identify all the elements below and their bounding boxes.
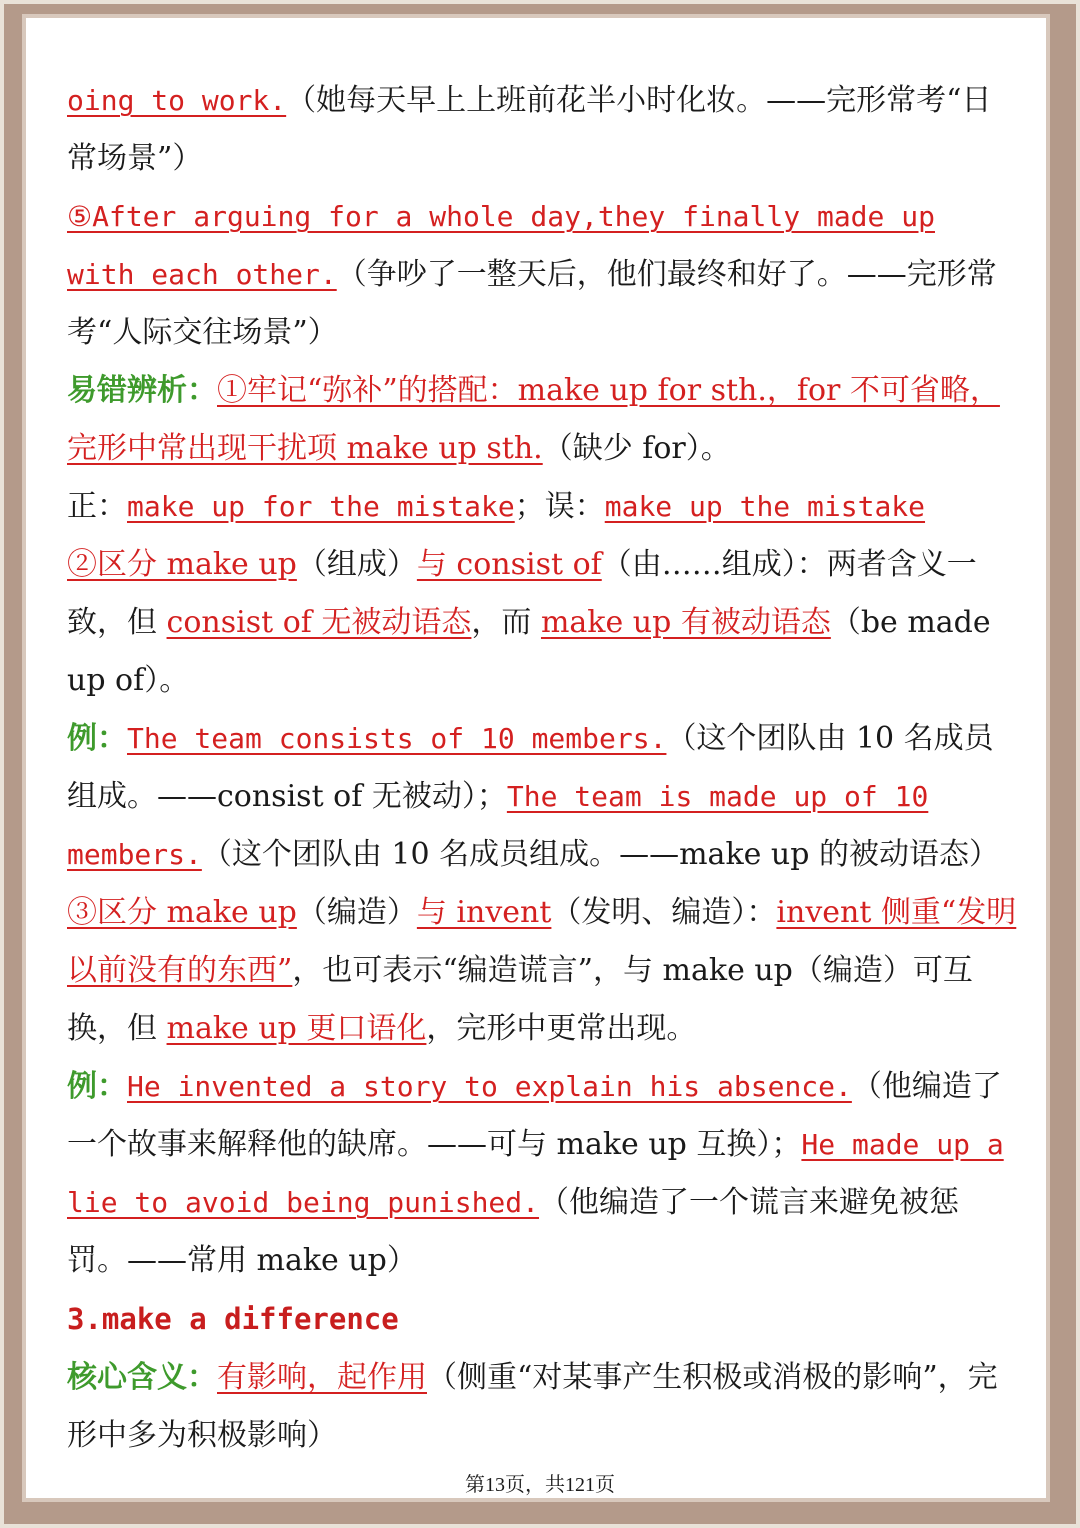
example-4-translation: （她每天早上上班前花半小时化妆。——完形常考“日常场景”） — [67, 83, 992, 176]
error-analysis — [67, 362, 1017, 478]
error-analysis-point-3 — [67, 884, 1017, 1058]
point-2-note: （be made up of）。 — [67, 605, 991, 698]
point-2-joiner: ，而 — [471, 605, 541, 640]
example-label: 例： — [67, 721, 127, 756]
correct-example: make up for the mistake — [127, 490, 515, 523]
point-2-example-b-translation: （这个团队由 10 名成员组成。——make up 的被动语态） — [201, 837, 999, 872]
example-5-english: ⑤After arguing for a whole day,they finally made up with each other. — [67, 200, 935, 291]
point-2-term: ②区分 make up — [67, 547, 297, 582]
point-2-term-b: 与 consist of — [416, 547, 602, 582]
wrong-example: make up the mistake — [604, 490, 926, 523]
error-analysis-point-1: ①牢记“弥补”的搭配：make up for sth.，for 不可省略，完形中常出现干扰项 make up sth. — [67, 373, 1000, 466]
example-5-translation: （争吵了一整天后，他们最终和好了。——完形常考“人际交往场景”） — [67, 257, 997, 350]
point-2-example-b: The team is made up of 10 members. — [67, 780, 929, 871]
point-3-example-a: He invented a story to explain his absence. — [127, 1070, 852, 1103]
example-label: 例： — [67, 1069, 127, 1104]
point-2-rule-a: consist of 无被动语态 — [166, 605, 472, 640]
example-4-english: oing to work. — [67, 84, 287, 117]
point-2-gloss: （组成） — [296, 547, 417, 582]
error-analysis-label: 易错辨析： — [67, 373, 217, 408]
core-meaning-value: 有影响，起作用 — [217, 1360, 427, 1395]
section-heading — [67, 1290, 1017, 1349]
error-analysis-point-2 — [67, 536, 1017, 710]
example-4-continued — [67, 72, 1017, 188]
document-body — [67, 72, 1017, 1465]
point-3-example-b-translation: （他编造了一个谎言来避免被惩罚。——常用 make up） — [67, 1185, 960, 1278]
correct-vs-wrong — [67, 478, 1017, 536]
point-2-explain: （由……组成）：两者含义一致，但 — [67, 547, 977, 640]
point-3-rule-b: make up 更口语化 — [166, 1011, 427, 1046]
correct-label: 正： — [67, 489, 127, 524]
point-2-example-a: The team consists of 10 members. — [127, 722, 667, 755]
point-3-gloss-b: （发明、编造）： — [551, 895, 777, 930]
point-2-examples — [67, 710, 1017, 884]
example-5 — [67, 188, 1017, 362]
error-analysis-point-1-note: （缺少 for）。 — [542, 431, 731, 466]
wrong-label: ；误： — [514, 489, 605, 524]
point-3-gloss: （编造） — [296, 895, 417, 930]
point-2-example-a-translation: （这个团队由 10 名成员组成。——consist of 无被动）； — [67, 721, 994, 814]
point-3-example-a-translation: （他编造了一个故事来解释他的缺席。——可与 make up 互换）； — [67, 1069, 1002, 1162]
point-3-explain: ，也可表示“编造谎言”，与 make up（编造）可互换，但 — [67, 953, 973, 1046]
point-3-examples — [67, 1058, 1017, 1290]
core-meaning-note: （侧重“对某事产生积极或消极的影响”，完形中多为积极影响） — [67, 1360, 998, 1453]
point-3-term: ③区分 make up — [67, 895, 297, 930]
core-meaning — [67, 1349, 1017, 1465]
point-2-rule-b: make up 有被动语态 — [540, 605, 831, 640]
page-number: 第13页，共121页 — [465, 1474, 615, 1496]
point-3-note: ，完形中更常出现。 — [426, 1011, 697, 1046]
point-3-term-b: 与 invent — [416, 895, 552, 930]
point-3-rule-a: invent 侧重“发明以前没有的东西” — [67, 895, 1017, 988]
core-meaning-label: 核心含义： — [67, 1360, 217, 1395]
section-3-title: 3.make a difference — [67, 1302, 399, 1336]
point-3-example-b: He made up a lie to avoid being punished. — [67, 1128, 1004, 1219]
